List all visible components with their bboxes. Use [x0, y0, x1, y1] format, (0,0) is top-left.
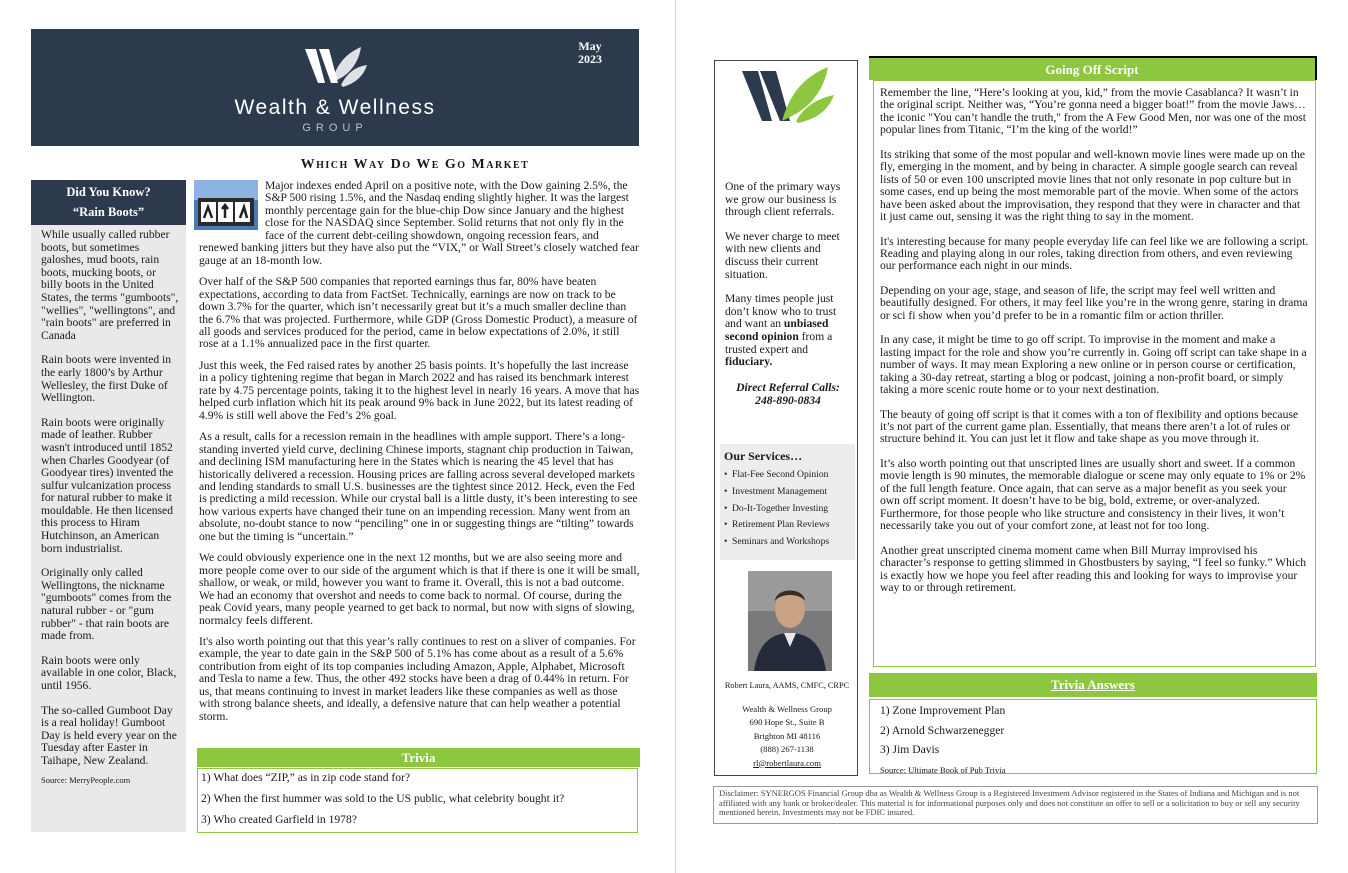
- fact-paragraph: Rain boots were invented in the early 1800’s by Arthur Wellesley, the first Duke of Wellington.: [41, 353, 172, 405]
- article-paragraph: As a result, calls for a recession remain in the headlines with ample support. There’s a long-standing inverted yield curve, declining Chinese imports, stagnant chip production in Taiwan, and declining ISM manufacturing here in the States which is nearing the 45 level that has historically delivered a recession. Housing prices are falling across several developed markets and lending standards to small U.S. businesses are the tightest since 2012. Heck, even the Fed is predicting a mild recession. While our crystal ball is a little dusty, it’s been interesting to see how various experts have changed their tune on an impending recession. Many went from an absolute, no-doubt stance to now “penciling” one in or suggesting things are “tilting” towards one but the timing is “uncertain.”: [199, 430, 638, 543]
- trivia-answer: 3) Jim Davis: [880, 743, 940, 756]
- service-item: • Do-It-Together Investing: [724, 501, 851, 518]
- sidebar-subtitle: “Rain Boots”: [72, 205, 145, 219]
- services-box: [720, 444, 855, 560]
- going-off-script-article: [873, 80, 1316, 667]
- article-paragraph: It's interesting because for many people everyday life can feel like we are following a script. Reading and playing along in our roles, taking direction from others, and even reviewing our performance each night in our minds.: [880, 234, 1309, 273]
- referral-phone[interactable]: 248-890-0834: [755, 393, 821, 407]
- article-paragraph: Just this week, the Fed raised rates by another 25 basis points. It’s hopefully the last increase in a policy tightening regime that began in March 2022 and has raised its benchmark interest rate by 4.75 percentage points, taking it to the highest level in nearly 16 years. A move that has helped curb inflation which hit its peak around 9% back in June 2022, but its latest reading of 4.9% is still well above the Fed’s 2% goal.: [199, 358, 640, 422]
- service-item: • Flat-Fee Second Opinion: [724, 467, 851, 484]
- sidebar-title: Did You Know?: [66, 185, 151, 199]
- trivia-header: Trivia: [197, 748, 640, 767]
- trivia-question: 3) Who created Garfield in 1978?: [201, 813, 357, 826]
- referral-text-a: Many times people just don’t know who to trust and want an: [725, 292, 837, 331]
- trivia-question: 2) When the first hummer was sold to the US public, what celebrity bought it?: [201, 792, 565, 805]
- trivia-answers-header: Trivia Answers: [869, 673, 1317, 697]
- advisor-city: Brighton MI 48116: [753, 730, 821, 741]
- referral-call: [725, 381, 851, 407]
- issue-year: 2023: [578, 52, 602, 66]
- services-list: [724, 467, 851, 551]
- service-item: • Investment Management: [724, 484, 851, 501]
- advisor-name: Robert Laura, AAMS, CMFC, CRPC: [724, 681, 850, 690]
- article-paragraph: It’s also worth pointing out that unscripted lines are usually short and sweet. If a common movie length is 90 minutes, the memorable dialogue or scene may only equate to 1% or 2% of the full length feature. Once again, that can serve as a major benefit as you seek your own off script moment. It doesn’t have to be big, bold, extreme, or over-analyzed. Furthermore, for those people who like structure and consistency in their lives, it won’t necessarily take you out of your comfort zone, at least not for too long.: [880, 456, 1306, 533]
- sidebar-source: Source: MerryPeople.com: [41, 774, 131, 785]
- referral-emphasis: unbiased second opinion: [725, 317, 829, 343]
- going-off-script-header: Going Off Script: [869, 56, 1317, 80]
- trivia-answer: 2) Arnold Schwarzenegger: [880, 723, 1005, 737]
- did-you-know-sidebar: [31, 180, 186, 832]
- article-paragraph: In any case, it might be time to go off script. To improvise in the moment and make a lasting impact for the role and show you’re currently in. Going off script can take shape in a number of ways. It may mean Exploring a new online or in person course or certification, taking a 30-day retreat, starting a blog or podcast, joining a non-profit board, or simply taking a more scenic route home or to your next destination.: [880, 333, 1307, 397]
- article-paragraph: It's also worth pointing out that this year’s rally continues to rest on a sliver of companies. For example, the year to date gain in the S&P 500 of 5.1% has come about as a result of a 5.6% contribution from eight of its top companies including Amazon, Apple, Alphabet, Microsoft and Tesla to name a few. Thus, the other 492 stocks have been a drag of 0.44% in return. For us, that means continuing to invest in market leaders like these companies as well as those with strong balance sheets, and ideally, a defensive nature that can help weather a potential storm.: [199, 634, 636, 723]
- referral-text: [725, 181, 851, 407]
- article-paragraph: The beauty of going off script is that it comes with a ton of flexibility and options because it’s not part of the current game plan. Essentially, that means there aren’t a lot of rules or structure behind it. You can just let it flow and take shape as you move through it.: [880, 407, 1299, 446]
- disclaimer: Disclaimer: SYNERGOS Financial Group dba as Wealth & Wellness Group is a Registered Investment Advisor registered in the States of Indiana and Michigan and is not affiliated with any bank or broker/dealer. This material is for informational purposes only and does not constitute an offer to sell or a solicitation to buy or sell any security mentioned herein. Investments may not be FDIC insured.: [713, 786, 1318, 824]
- logo-icon: [301, 43, 369, 91]
- sidebar-header: [31, 180, 186, 225]
- article-text: Major indexes ended April on a positive note, with the Dow gaining 2.5%, the S&P 500 rising 1.5%, and the Nasdaq ending slightly higher. It was the largest monthly percentage gain for the blue-chip Dow since January and the highest close for the NASDAQ since September. Solid returns that not only fly in the face of the current debt-ceiling showdown, ongoing recession fears, and renewed banking jitters but they have also put the “VIX,” or Wall Street’s closely watched fear gauge at an 18-month low.: [199, 179, 639, 267]
- brand-name: Wealth & Wellness: [234, 96, 436, 119]
- fact-paragraph: While usually called rubber boots, but sometimes galoshes, mud boots, rain boots, mucking boots, or billy boots in the United States, the terms "gumboots", "wellies", "wellingtons", and "rain boots" are preferred in Canada: [41, 228, 179, 342]
- article-paragraph: We could obviously experience one in the next 12 months, but we are also seeing more and more people come over to our side of the argument which is that if there is one it will be small, shallow, or weak, or mild, however you want to frame it. Overall, this is not a bad outcome. We had an economy that overshot and needs to come back to normal. Of course, during the peak Covid years, many people yearned to get back to normal, but now with signs of slowing, normalcy feels different.: [199, 551, 640, 627]
- article-paragraph: Depending on your age, stage, and season of life, the script may feel well written and beautifully designed. For others, it may feel like you’re in the wrong genre, staring in drama or sci fi show when you’d prefer to be in a romantic film or action thriller.: [880, 283, 1308, 322]
- trivia-answer: 1) Zone Improvement Plan: [880, 704, 1006, 717]
- article-paragraph: Over half of the S&P 500 companies that reported earnings thus far, 80% have beaten expectations, according to data from FactSet. Technically, earnings are now on track to be down 3.7% for the quarter, which isn’t necessarily great but it’s a much smaller decline than the 6.7% that was projected. Furthermore, while GDP (Gross Domestic Product), a measure of all goods and services produced for the period, came in below expectations of 2.0%, it still rose at a 1.1% annualized pace in the first quarter.: [199, 275, 638, 351]
- street-sign-icon: [194, 180, 258, 230]
- logo-icon: [740, 63, 835, 125]
- advisor-email-link[interactable]: rl@robertlaura.com: [753, 757, 821, 768]
- advisor-phone[interactable]: (888) 267-1138: [760, 744, 814, 755]
- advisor-photo: [748, 571, 832, 671]
- article-paragraph: Remember the line, “Here’s looking at you, kid,” from the movie Casablanca? It wasn’t in the original script. Neither was, “You’re gonna need a bigger boat!” from the movie Jaws… the iconic "You can’t handle the truth," from the A Few Good Men, nor was one of the most popular lines from Titanic, “I’m the king of the world!”: [880, 86, 1307, 137]
- article-paragraph: [199, 180, 640, 267]
- market-article: [199, 180, 640, 732]
- fact-paragraph: Rain boots were originally made of leather. Rubber wasn't introduced until 1852 when Charles Goodyear (of Goodyear tires) invented the sulfur vulcanization process for natural rubber to make it mouldable. He then licensed this process to Hiram Hutchinson, an American born industrialist.: [41, 415, 174, 555]
- masthead: [31, 29, 639, 146]
- services-title: Our Services…: [724, 449, 803, 463]
- page-divider: [675, 0, 676, 873]
- advisor-company: Wealth & Wellness Group: [742, 704, 832, 714]
- sidebar-body: [31, 225, 186, 786]
- service-item: • Seminars and Workshops: [724, 534, 851, 551]
- referral-call-label: Direct Referral Calls:: [736, 380, 840, 394]
- article-paragraph: Its striking that some of the most popular and well-known movie lines were made up on the fly, emerging in the moment, and by being in character. A simple google search can reveal lists of 50 or even 100 unscripted movie lines that not only resonate in pop culture but in some cases, end up being the most memorable part of the movie. When some of the actors have been asked about the improvisation, they respond that they were in character and that it just came out, sensing it was the right thing to say in the moment.: [880, 147, 1306, 224]
- article-title: Which Way Do We Go Market: [300, 157, 530, 172]
- fact-paragraph: Rain boots were only available in one color, Black, until 1956.: [41, 653, 177, 692]
- referral-paragraph: [725, 293, 851, 369]
- brand-sub: GROUP: [302, 122, 368, 134]
- fact-paragraph: The so-called Gumboot Day is a real holiday! Gumboot Day is held every year on the Tuesday after Easter in Taihape, New Zealand.: [41, 703, 177, 767]
- service-item: • Retirement Plan Reviews: [724, 517, 851, 534]
- article-paragraph: Another great unscripted cinema moment came when Bill Murray improvised his character’s response to getting slimmed in Ghostbusters by saying, “I feel so funky.” Which is exactly how we hope you feel after reading this and looking for ways to improvise your way to or through retirement.: [880, 543, 1307, 594]
- issue-date: [578, 40, 602, 66]
- advisor-street: 690 Hope St., Suite B: [749, 717, 825, 728]
- fact-paragraph: Originally only called Wellingtons, the nickname "gumboots" comes from the natural rubber - or "gum rubber" - that rain boots are made from.: [41, 566, 172, 643]
- referral-sidebar: [714, 60, 858, 776]
- referral-text-c: from a trusted expert and: [725, 329, 833, 356]
- trivia-questions: [197, 768, 638, 833]
- issue-month: May: [578, 39, 602, 53]
- referral-emphasis: fiduciary.: [725, 355, 773, 369]
- trivia-answers: [869, 699, 1317, 774]
- trivia-question: 1) What does “ZIP,” as in zip code stand for?: [201, 771, 411, 784]
- advisor-address: [715, 703, 859, 770]
- trivia-answers-source: Source: Ultimate Book of Pub Trivia: [880, 764, 1006, 775]
- referral-paragraph: We never charge to meet with new clients and discuss their current situation.: [725, 229, 840, 281]
- referral-paragraph: One of the primary ways we grow our business is through client referrals.: [725, 180, 841, 219]
